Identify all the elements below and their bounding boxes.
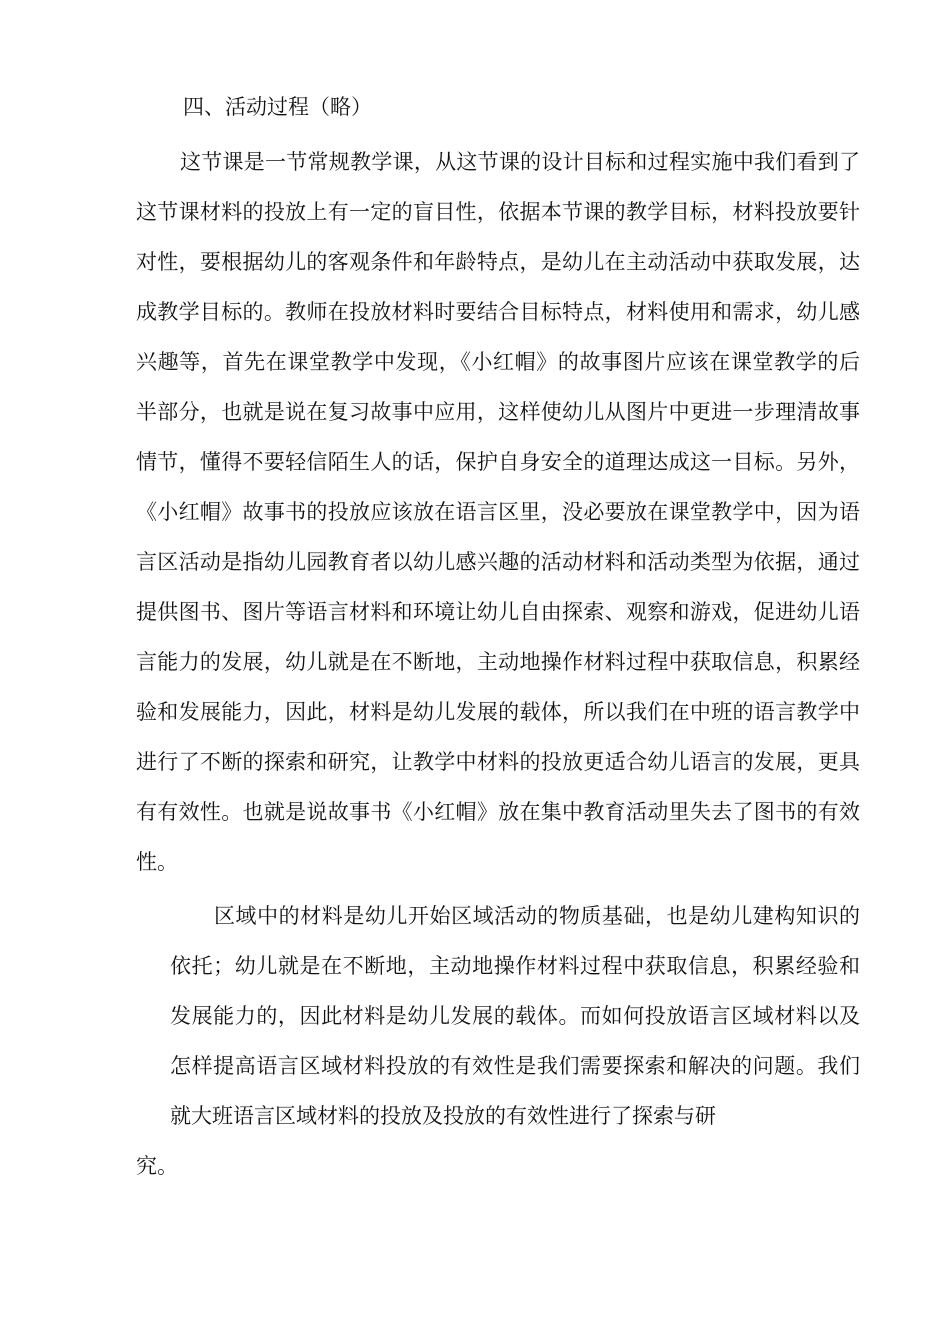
paragraph-1: 这节课是一节常规教学课，从这节课的设计目标和过程实施中我们看到了这节课材料的投放上有一定的盲目性，依据本节课的教学目标，材料投放要针对性，要根据幼儿的客观条件和年龄特点，是幼儿在主动活动中获取发展，达成教学目标的。教师在投放材料时要结合目标特点，材料使用和需求，幼儿感兴趣等，首先在课堂教学中发现，《小红帽》的故事图片应该在课堂教学的后半部分，也就是说在复习故事中应用，这样使幼儿从图片中更进一步理清故事情节，懂得不要轻信陌生人的话，保护自身安全的道理达成这一目标。另外，《小红帽》故事书的投放应该放在语言区里，没必要放在课堂教学中，因为语言区活动是指幼儿园教育者以幼儿感兴趣的活动材料和活动类型为依据，通过提供图书、图片等语言材料和环境让幼儿自由探索、观察和游戏，促进幼儿语言能力的发展，幼儿就是在不断地，主动地操作材料过程中获取信息，积累经验和发展能力，因此，材料是幼儿发展的载体，所以我们在中班的语言教学中进行了不断的探索和研究，让教学中材料的投放更适合幼儿语言的发展，更具有有效性。也就是说故事书《小红帽》放在集中教育活动里失去了图书的有效性。 bbox=[136, 150, 860, 874]
paragraph-2: 区域中的材料是幼儿开始区域活动的物质基础，也是幼儿建构知识的依托；幼儿就是在不断地，主动地操作材料过程中获取信息，积累经验和发展能力的，因此材料是幼儿发展的载体。而如何投放语言区域材料以及怎样提高语言区域材料投放的有效性是我们需要探索和解决的问题。我们就大班语言区域材料的投放及投放的有效性进行了探索与研 bbox=[170, 904, 860, 1128]
section-heading: 四、活动过程（略） bbox=[183, 95, 372, 119]
paragraph-2-last-line: 究。 bbox=[136, 1154, 178, 1178]
